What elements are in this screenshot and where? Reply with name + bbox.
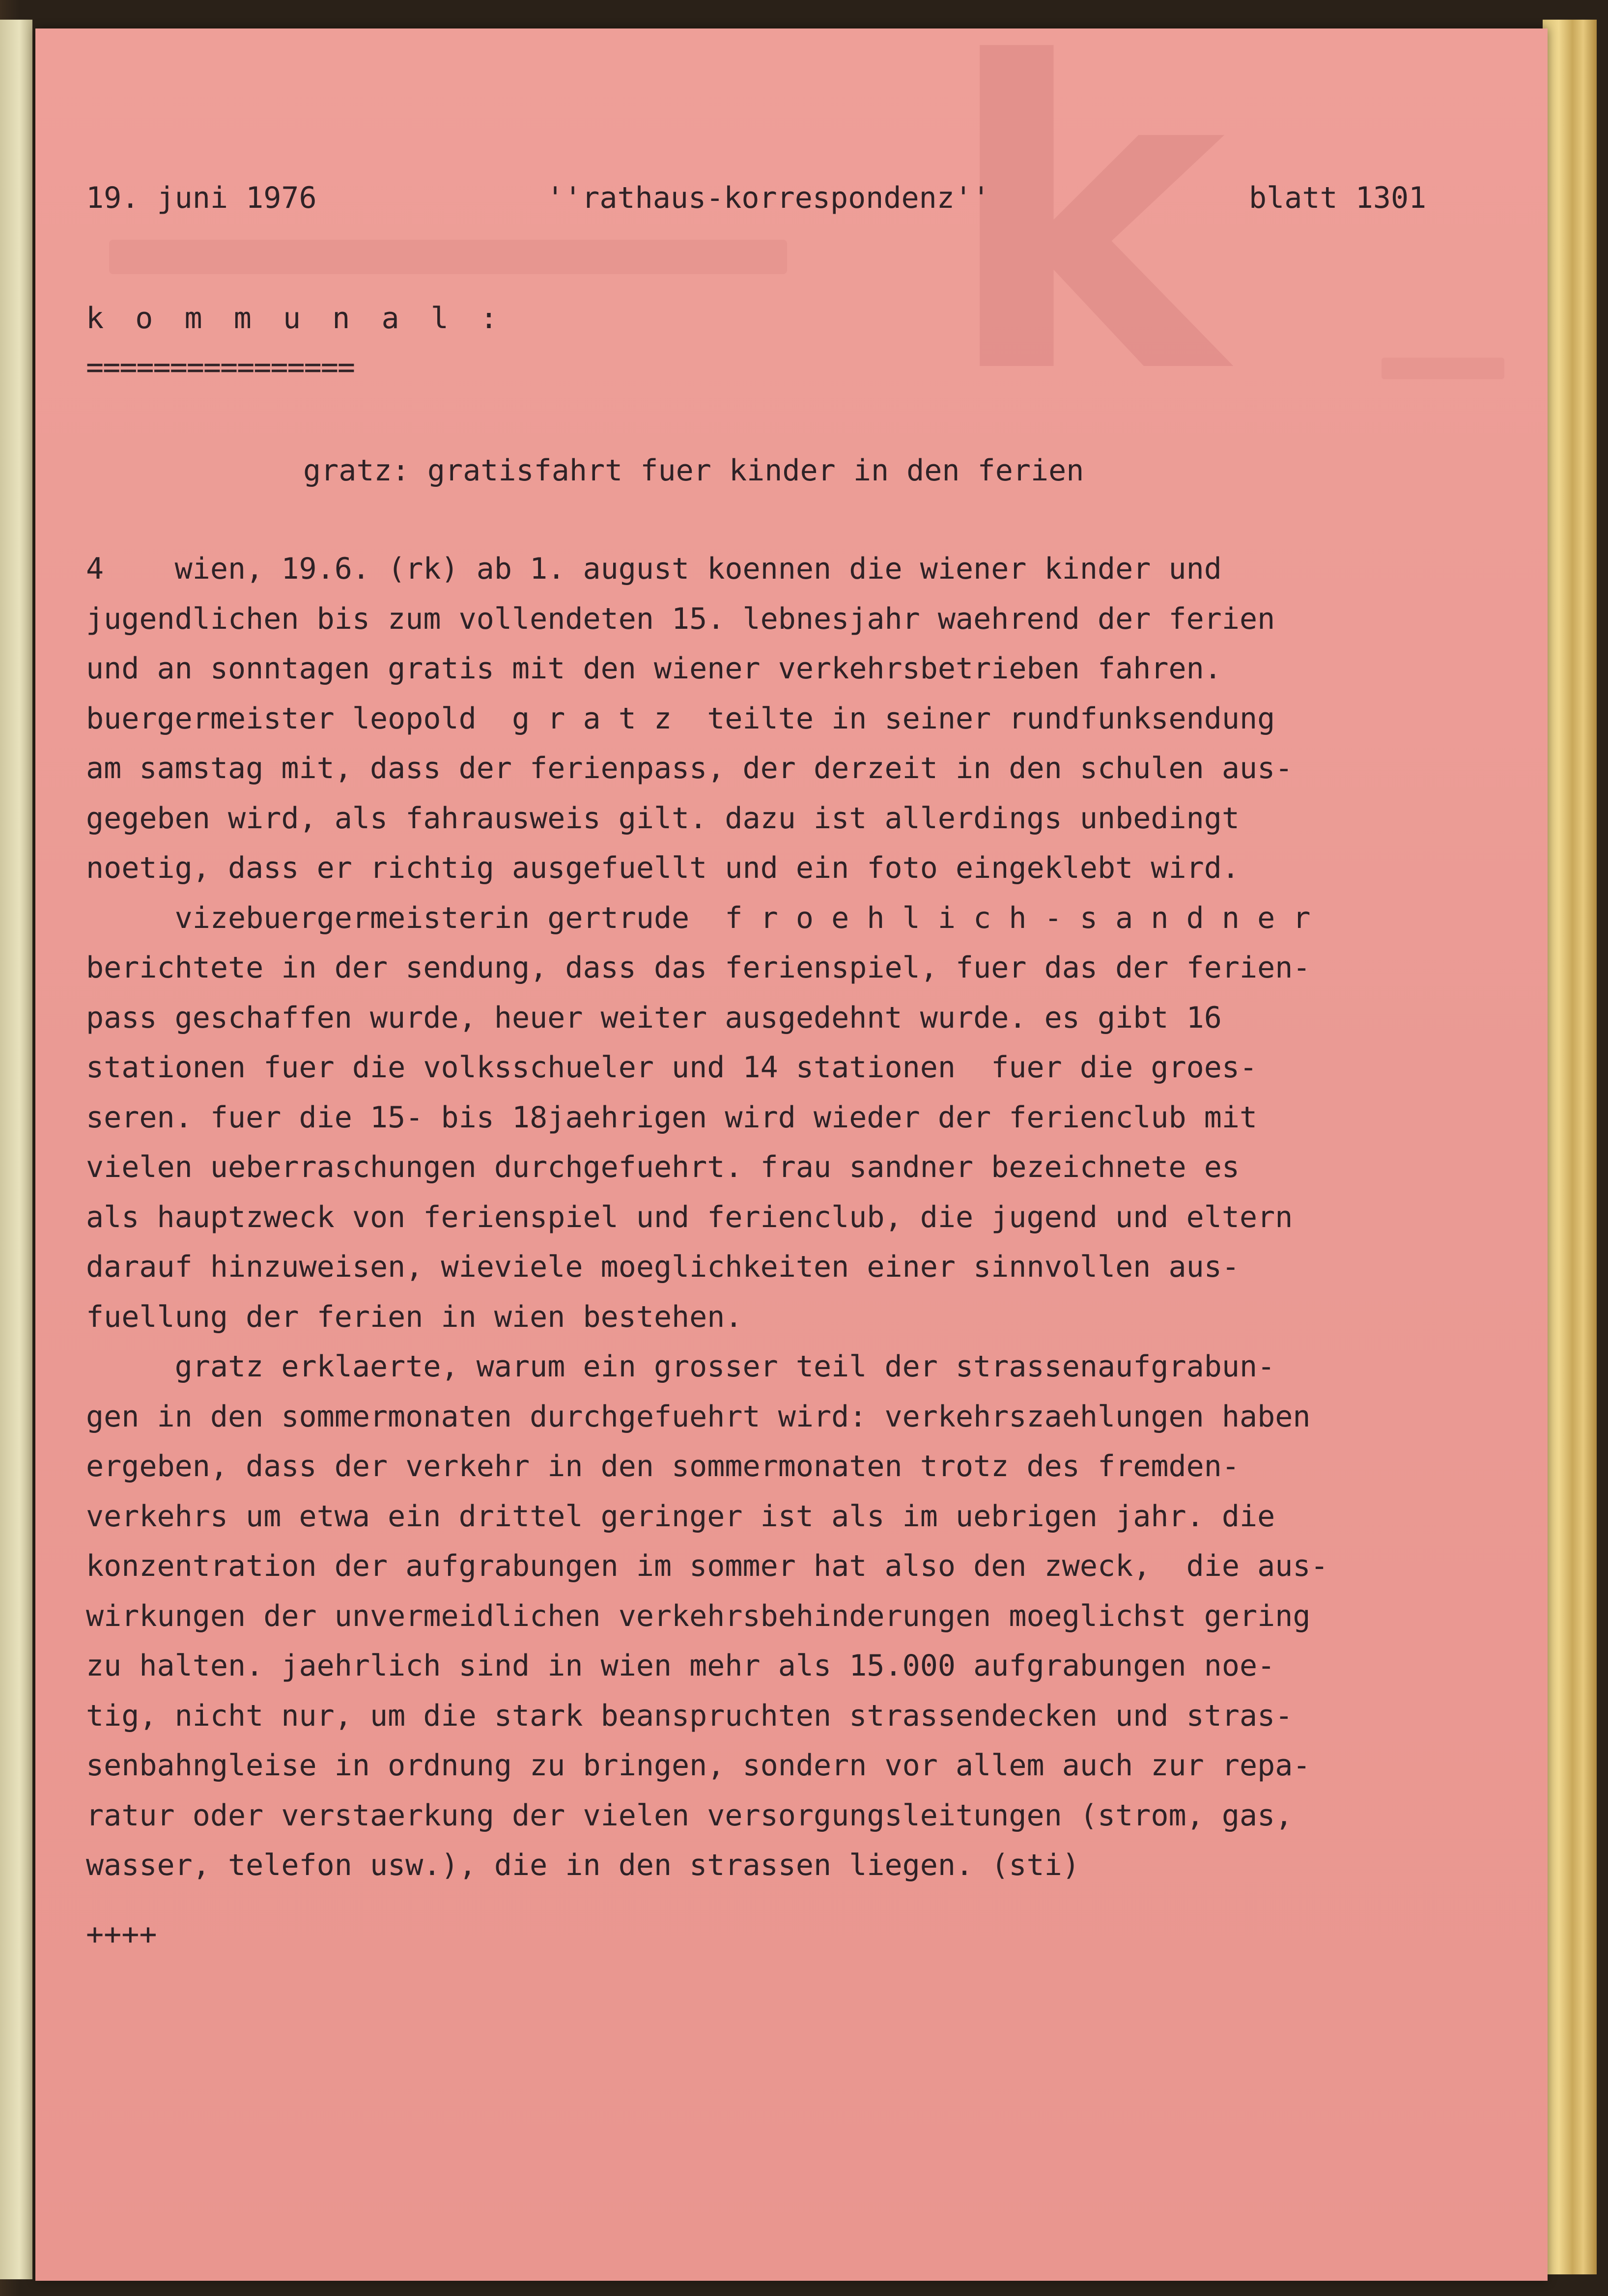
article-line: und an sonntagen gratis mit den wiener verkehrsbetrieben fahren. xyxy=(86,651,1222,686)
right-page-stack xyxy=(1543,20,1597,2274)
letterhead-watermark xyxy=(915,0,1553,466)
article-body xyxy=(86,544,1328,1891)
article-line: gratz erklaerte, warum ein grosser teil der strassenaufgrabun- xyxy=(86,1349,1275,1384)
article-line: buergermeister leopold g r a t z teilte in seiner rundfunksendung xyxy=(86,701,1275,736)
article-line: jugendlichen bis zum vollendeten 15. lebnesjahr waehrend der ferien xyxy=(86,601,1275,636)
article-line: gegeben wird, als fahrausweis gilt. dazu ist allerdings unbedingt xyxy=(86,801,1240,836)
article-line: vielen ueberraschungen durchgefuehrt. frau sandner bezeichnete es xyxy=(86,1150,1240,1184)
header-sheet-number: blatt 1301 xyxy=(1249,181,1427,215)
article-line: 4 wien, 19.6. (rk) ab 1. august koennen die wiener kinder und xyxy=(86,552,1222,586)
document-sheet xyxy=(35,0,1548,2281)
article-headline: gratz: gratisfahrt fuer kinder in den ferien xyxy=(303,453,1084,488)
section-label: k o m m u n a l : xyxy=(86,301,505,336)
header-date: 19. juni 1976 xyxy=(86,181,317,215)
article-line: wirkungen der unvermeidlichen verkehrsbehinderungen moeglichst gering xyxy=(86,1598,1311,1633)
left-page-edge xyxy=(0,20,32,2279)
section-rule: ================ xyxy=(86,350,354,385)
article-line: berichtete in der sendung, dass das ferienspiel, fuer das der ferien- xyxy=(86,951,1311,985)
article-line: zu halten. jaehrlich sind in wien mehr als 15.000 aufgrabungen noe- xyxy=(86,1649,1275,1683)
article-line: gen in den sommermonaten durchgefuehrt wird: verkehrszaehlungen haben xyxy=(86,1399,1311,1434)
article-end-mark: ++++ xyxy=(86,1917,157,1952)
watermark-masthead-band xyxy=(109,240,787,274)
article-line: pass geschaffen wurde, heuer weiter ausgedehnt wurde. es gibt 16 xyxy=(86,1000,1222,1035)
article-line: ergeben, dass der verkehr in den sommermonaten trotz des fremden- xyxy=(86,1449,1240,1484)
article-line: ratur oder verstaerkung der vielen versorgungsleitungen (strom, gas, xyxy=(86,1798,1293,1833)
watermark-small-band xyxy=(1382,358,1504,379)
article-line: konzentration der aufgrabungen im sommer hat also den zweck, die aus- xyxy=(86,1549,1328,1583)
article-line: seren. fuer die 15- bis 18jaehrigen wird wieder der ferienclub mit xyxy=(86,1100,1258,1135)
article-line: wasser, telefon usw.), die in den strassen liegen. (sti) xyxy=(86,1848,1080,1882)
article-line: verkehrs um etwa ein drittel geringer ist als im uebrigen jahr. die xyxy=(86,1499,1275,1534)
article-line: senbahngleise in ordnung zu bringen, sondern vor allem auch zur repa- xyxy=(86,1748,1311,1783)
article-line: stationen fuer die volksschueler und 14 stationen fuer die groes- xyxy=(86,1050,1258,1085)
article-line: tig, nicht nur, um die stark beanspruchten strassendecken und stras- xyxy=(86,1698,1293,1733)
article-line: vizebuergermeisterin gertrude f r o e h l i c h - s a n d n e r xyxy=(86,900,1311,935)
article-line: fuellung der ferien in wien bestehen. xyxy=(86,1299,743,1334)
article-line: als hauptzweck von ferienspiel und ferienclub, die jugend und eltern xyxy=(86,1200,1293,1234)
article-line: am samstag mit, dass der ferienpass, der derzeit in den schulen aus- xyxy=(86,751,1293,785)
header-publication: ''rathaus-korrespondenz'' xyxy=(546,181,990,215)
article-line: noetig, dass er richtig ausgefuellt und ein foto eingeklebt wird. xyxy=(86,851,1240,885)
watermark-logo-letter: k xyxy=(944,0,1225,466)
article-line: darauf hinzuweisen, wieviele moeglichkeiten einer sinnvollen aus- xyxy=(86,1250,1240,1284)
